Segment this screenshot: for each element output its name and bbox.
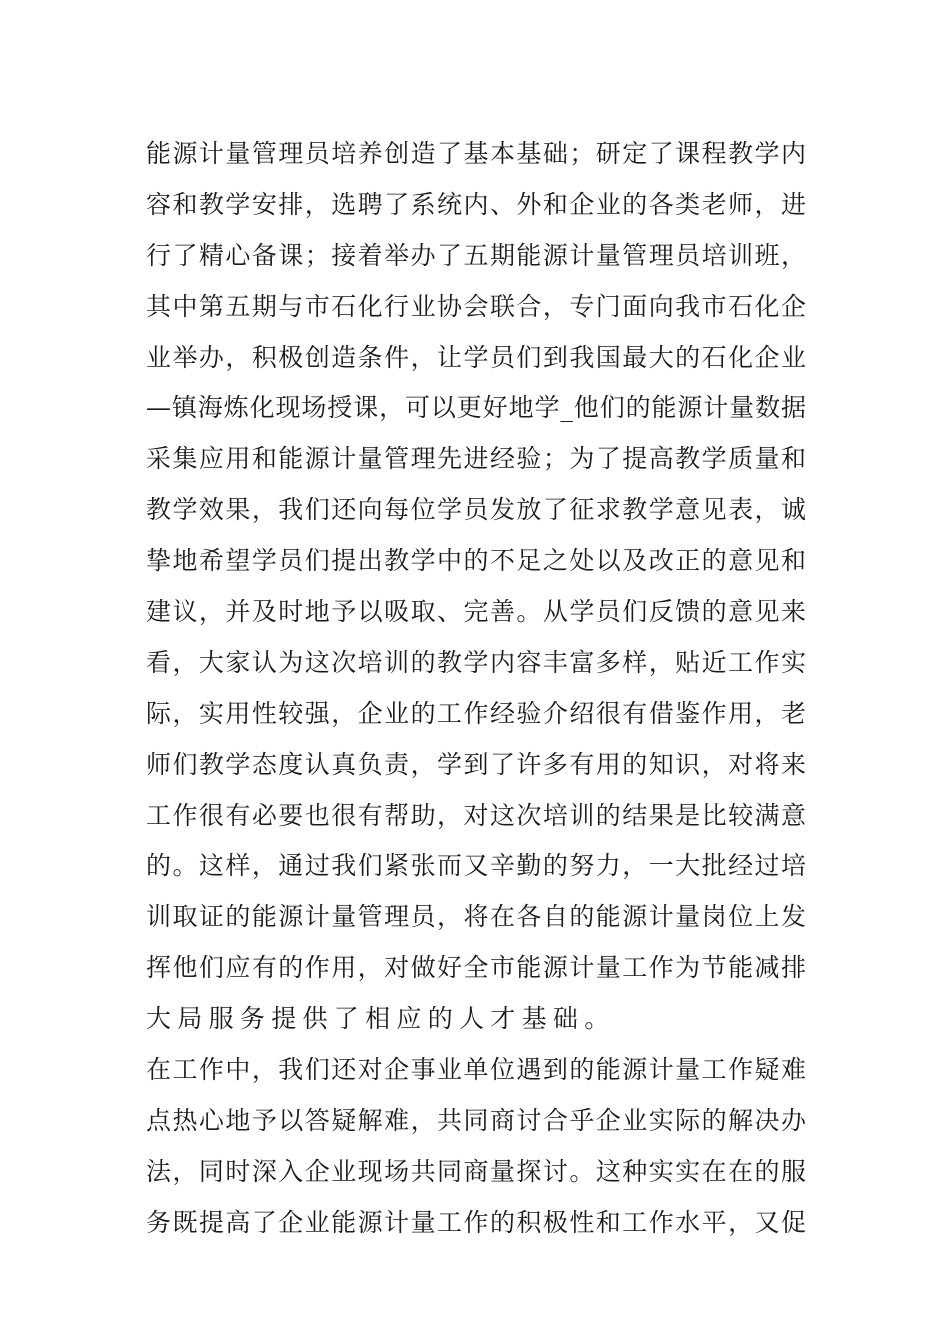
text-line: 能源计量管理员培养创造了基本基础；研定了课程教学内 <box>146 139 806 168</box>
paragraph <box>146 1045 806 1249</box>
text-line: 的。这样，通过我们紧张而又辛勤的努力，一大批经过培 <box>146 851 806 881</box>
text-line: 看，大家认为这次培训的教学内容丰富多样，贴近工作实 <box>146 647 806 677</box>
text-line: 采集应用和能源计量管理先进经验；为了提高教学质量和 <box>146 444 806 474</box>
text-line: 容和教学安排，选聘了系统内、外和企业的各类老师，进 <box>146 189 806 219</box>
text-line: 法，同时深入企业现场共同商量探讨。这种实实在在的服 <box>146 1156 806 1186</box>
text-line: 挚地希望学员们提出教学中的不足之处以及改正的意见和 <box>146 546 806 576</box>
text-line: 师们教学态度认真负责，学到了许多有用的知识，对将来 <box>146 749 806 779</box>
text-line: —镇海炼化现场授课，可以更好地学_他们的能源计量数据 <box>146 393 806 423</box>
text-line: 其中第五期与市石化行业协会联合，专门面向我市石化企 <box>146 291 806 321</box>
text-line: 工作很有必要也很有帮助，对这次培训的结果是比较满意 <box>146 800 806 830</box>
text-line: 际，实用性较强，企业的工作经验介绍很有借鉴作用，老 <box>146 698 806 728</box>
text-line: 训取证的能源计量管理员，将在各自的能源计量岗位上发 <box>146 902 806 932</box>
text-line: 大局服务提供了相应的人才基础。 <box>146 1004 616 1034</box>
paragraph <box>146 129 806 1045</box>
text-line: 挥他们应有的作用，对做好全市能源计量工作为节能减排 <box>146 953 806 983</box>
text-line: 在工作中，我们还对企事业单位遇到的能源计量工作疑难 <box>146 1055 806 1085</box>
text-line: 业举办，积极创造条件，让学员们到我国最大的石化企业 <box>146 342 806 372</box>
text-line: 行了精心备课；接着举办了五期能源计量管理员培训班， <box>146 240 806 270</box>
text-line: 建议，并及时地予以吸取、完善。从学员们反馈的意见来 <box>146 597 806 627</box>
text-line: 点热心地予以答疑解难，共同商讨合乎企业实际的解决办 <box>146 1105 806 1135</box>
text-line: 教学效果，我们还向每位学员发放了征求教学意见表，诚 <box>146 495 806 525</box>
text-line: 务既提高了企业能源计量工作的积极性和工作水平，又促 <box>146 1207 806 1237</box>
body-text <box>146 129 806 1249</box>
